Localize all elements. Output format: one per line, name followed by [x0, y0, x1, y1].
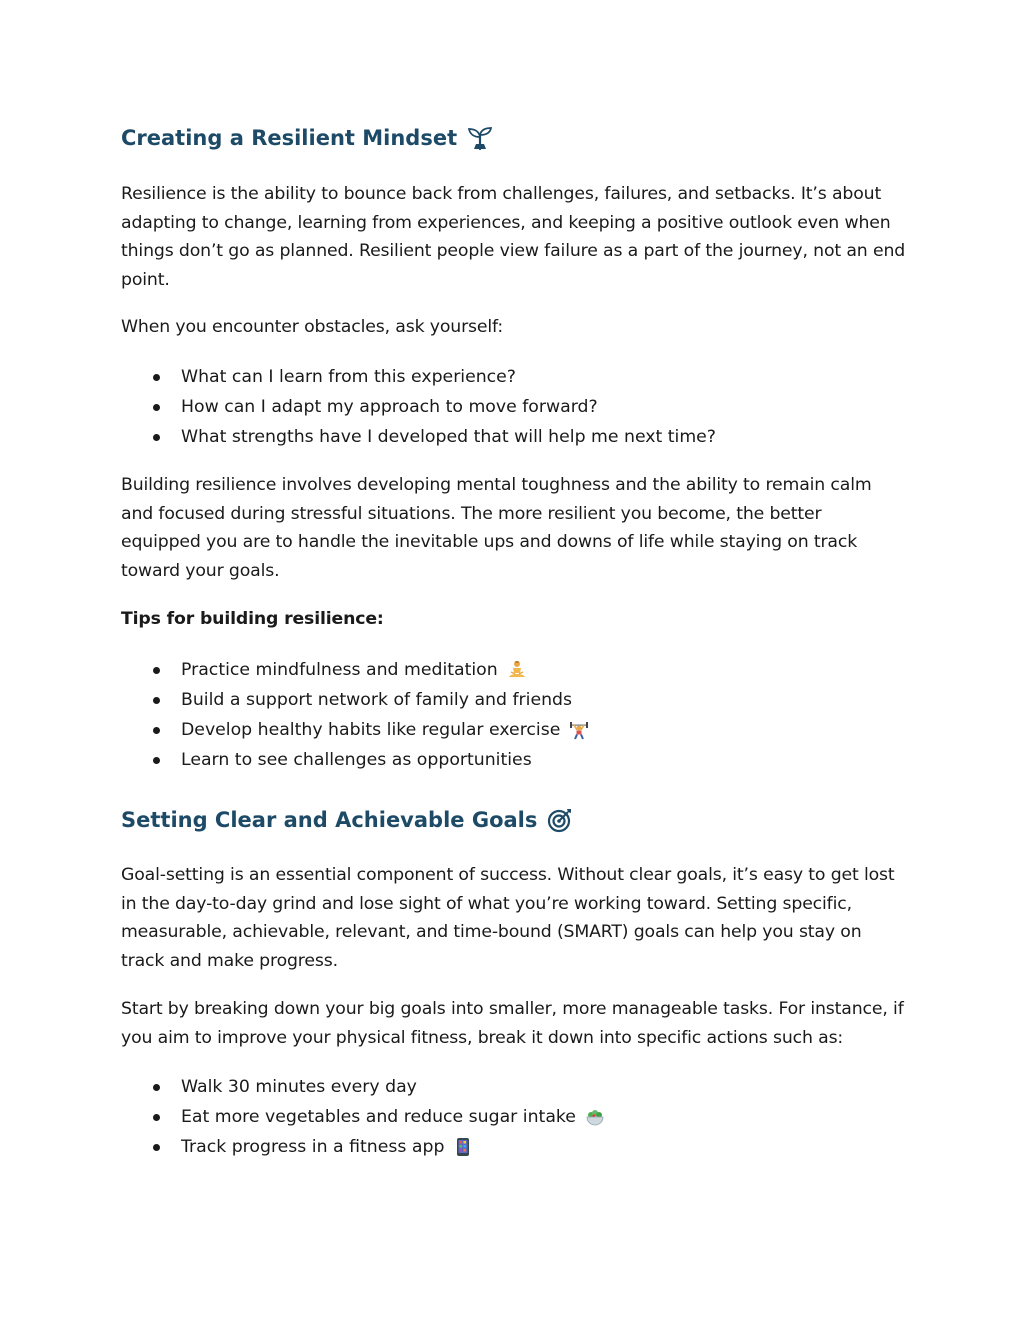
list-item-text: Develop healthy habits like regular exercise [181, 720, 561, 740]
meditation-icon [507, 660, 527, 680]
list-item-text: Practice mindfulness and meditation [181, 660, 498, 680]
list-item-text: Eat more vegetables and reduce sugar intake [181, 1107, 576, 1127]
question-list [121, 362, 906, 452]
list-item [121, 1102, 906, 1132]
tips-heading: Tips for building resilience: [121, 609, 384, 629]
target-icon [547, 807, 573, 833]
paragraph-goal-setting: Goal-setting is an essential component of success. Without clear goals, it’s easy to get lost in the day-to-day grind and lose sight of what you’re working toward. Setting specific, measurable, achievable, relevant, and time-bound (SMART) goals can help you stay on track and make progress. [121, 865, 895, 971]
bullet-icon [153, 667, 160, 674]
bullet-icon [153, 434, 160, 441]
list-item-text: What strengths have I developed that will help me next time? [181, 427, 716, 447]
bullet-icon [153, 374, 160, 381]
paragraph-breaking-down-goals: Start by breaking down your big goals into smaller, more manageable tasks. For instance, if you aim to improve your physical fitness, break it down into specific actions such as: [121, 999, 904, 1048]
list-item-text: What can I learn from this experience? [181, 367, 516, 387]
actions-list [121, 1072, 906, 1162]
bullet-icon [153, 697, 160, 704]
weightlifter-icon [569, 720, 589, 740]
tips-list [121, 655, 906, 775]
list-item [121, 1132, 906, 1162]
heading-text: Creating a Resilient Mindset [121, 126, 458, 150]
bullet-icon [153, 1114, 160, 1121]
bullet-icon [153, 1144, 160, 1151]
section-heading-goals [121, 806, 573, 834]
list-item [121, 392, 906, 422]
list-item-text: How can I adapt my approach to move forward? [181, 397, 598, 417]
list-item [121, 655, 906, 685]
list-item-text: Learn to see challenges as opportunities [181, 750, 532, 770]
list-item-text: Track progress in a fitness app [181, 1137, 445, 1157]
list-item [121, 422, 906, 452]
bullet-icon [153, 727, 160, 734]
paragraph-obstacles-intro: When you encounter obstacles, ask yourself: [121, 317, 503, 337]
phone-icon [453, 1137, 473, 1157]
paragraph-resilience-definition: Resilience is the ability to bounce back from challenges, failures, and setbacks. It’s about adapting to change, learning from experiences, and keeping a positive outlook even when things don’t go as planned. Resilient people view failure as a part of the journey, not an end point. [121, 184, 906, 290]
salad-icon [585, 1107, 605, 1127]
list-item [121, 715, 906, 745]
bullet-icon [153, 757, 160, 764]
paragraph-building-resilience: Building resilience involves developing mental toughness and the ability to remain calm and focused during stressful situations. The more resilient you become, the better equipped you are to handle the inevitable ups and downs of life while staying on track toward your goals. [121, 475, 872, 581]
list-item-text: Walk 30 minutes every day [181, 1077, 417, 1097]
seedling-icon [467, 125, 493, 151]
list-item [121, 745, 906, 775]
section-heading-resilient-mindset [121, 124, 493, 152]
list-item [121, 685, 906, 715]
bullet-icon [153, 1084, 160, 1091]
bullet-icon [153, 404, 160, 411]
list-item [121, 1072, 906, 1102]
list-item [121, 362, 906, 392]
heading-text: Setting Clear and Achievable Goals [121, 808, 538, 832]
list-item-text: Build a support network of family and friends [181, 690, 573, 710]
